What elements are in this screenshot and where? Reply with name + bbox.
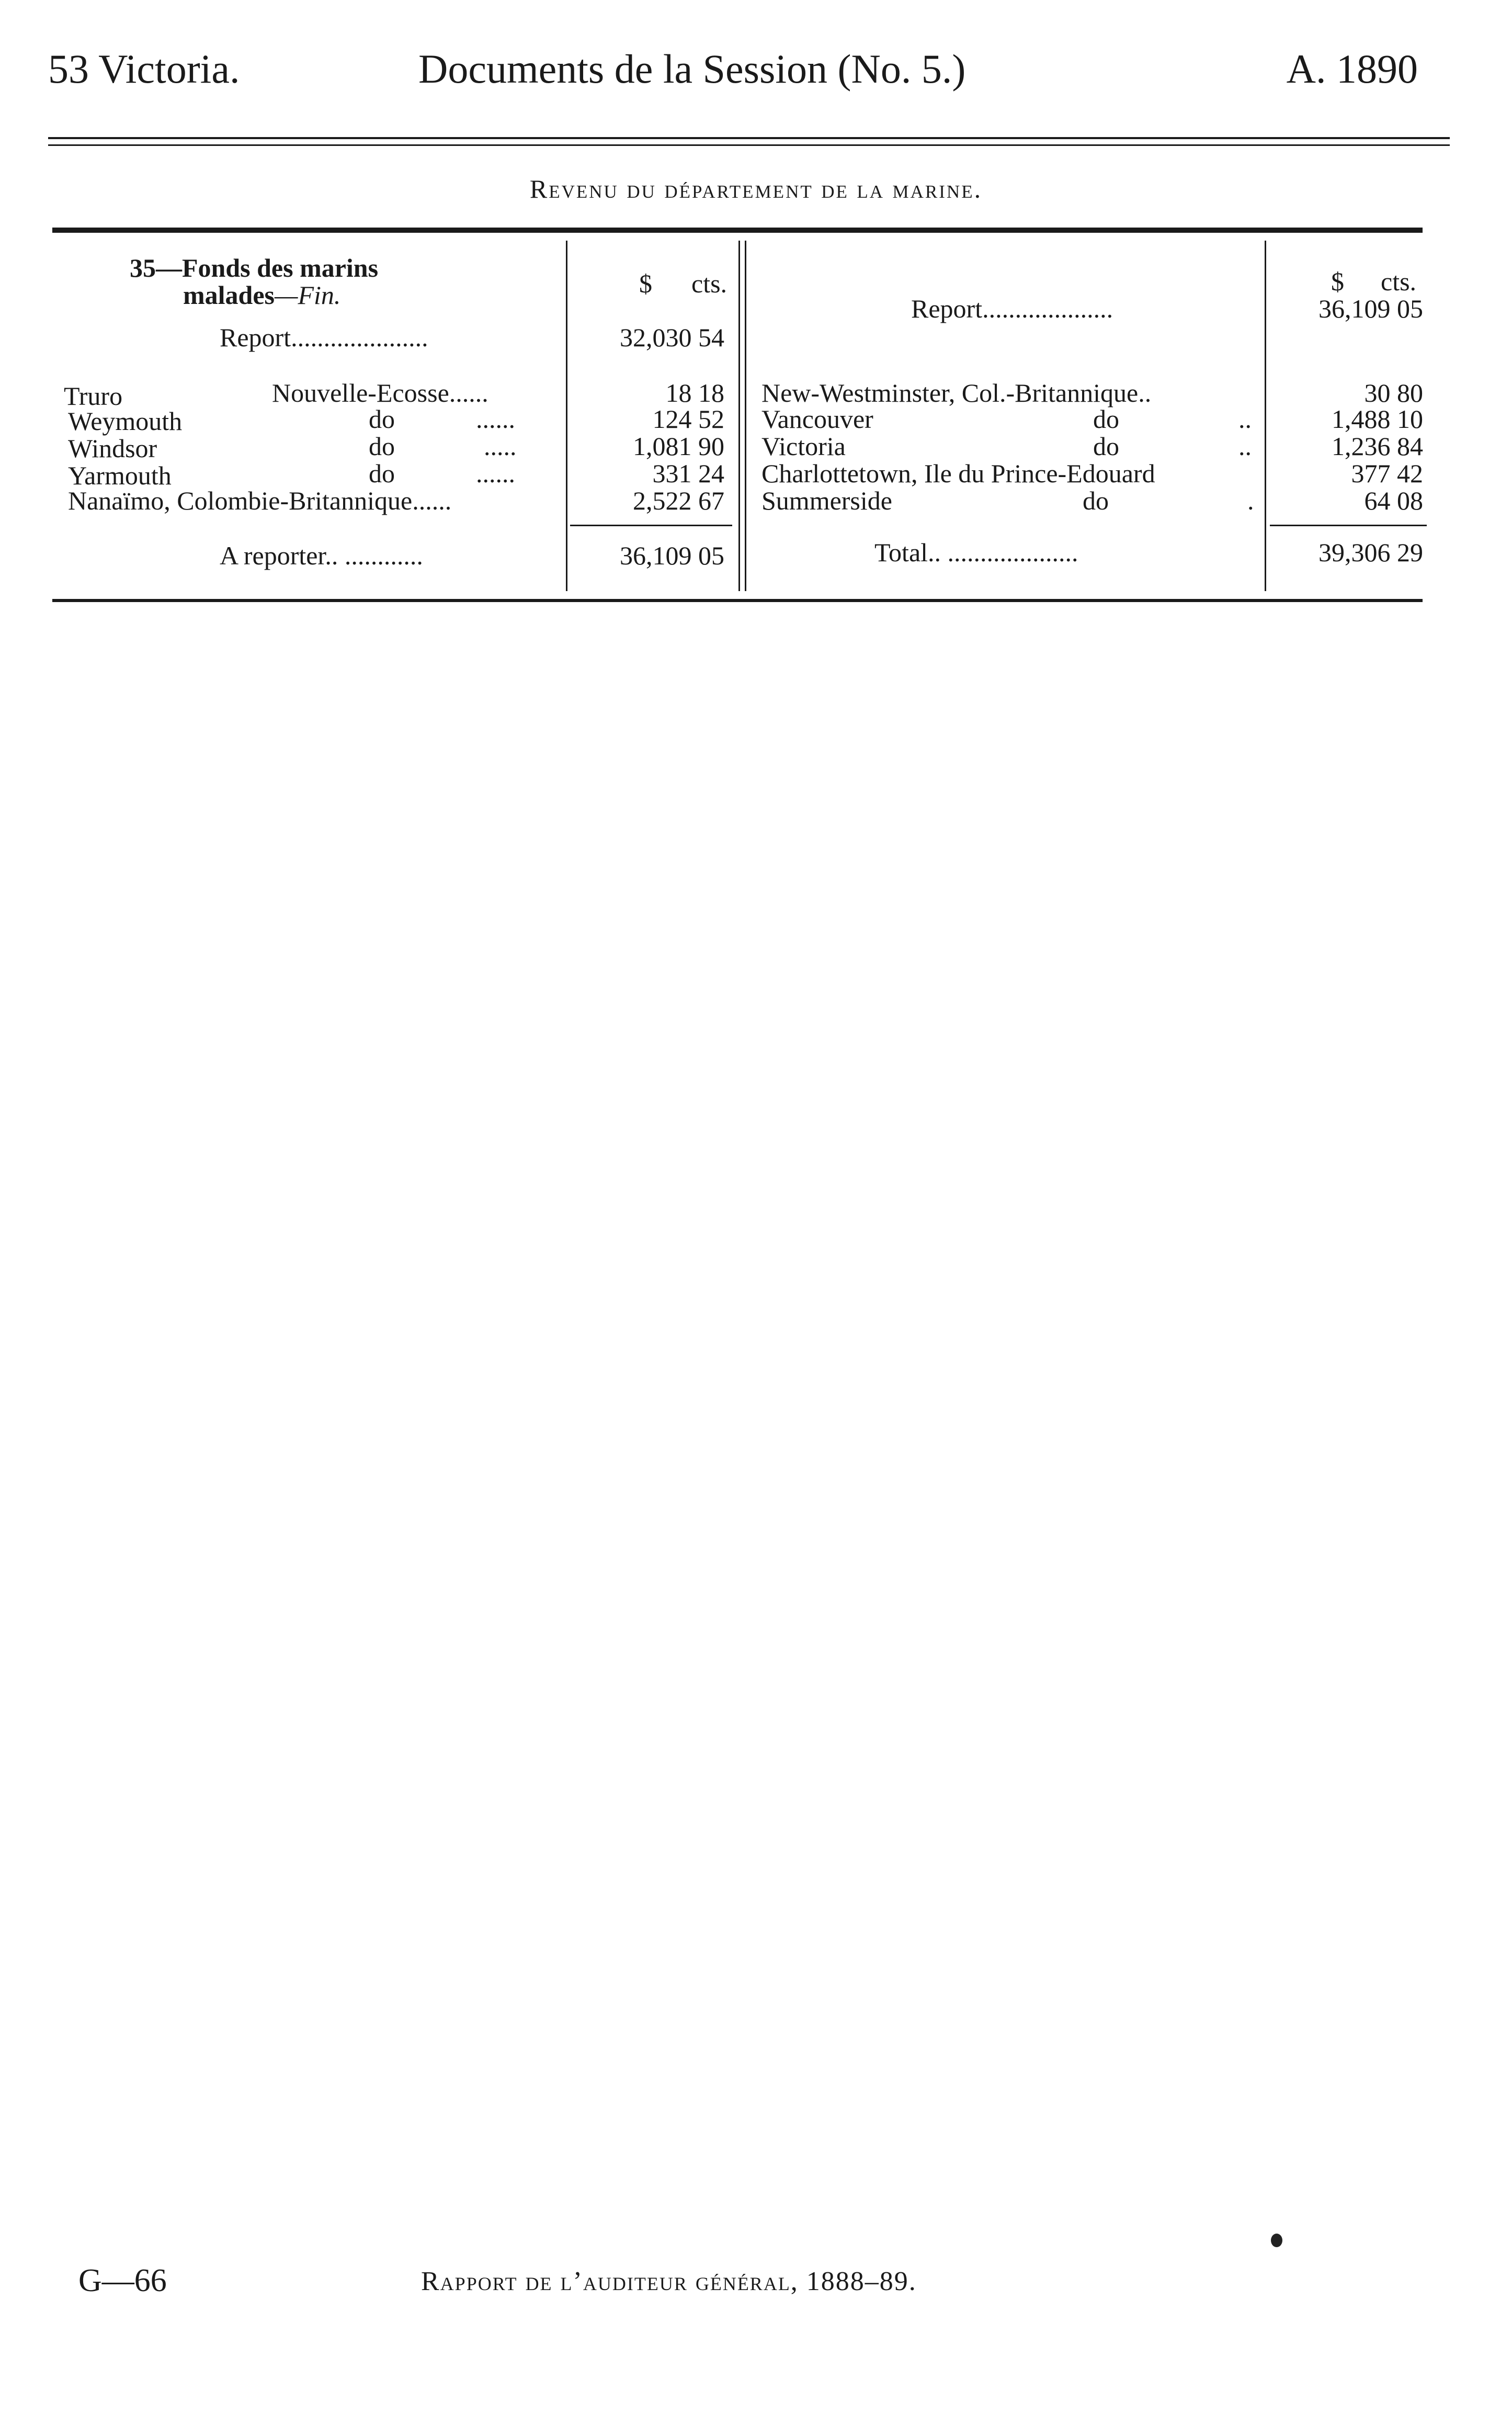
- row-dots: ......: [449, 378, 488, 407]
- row-province: do: [369, 459, 395, 488]
- left-currency-cents: cts.: [691, 269, 727, 298]
- carry-forward-dots: ............: [344, 541, 423, 570]
- row-place: Summerside: [761, 486, 892, 515]
- total-line: [874, 537, 1078, 568]
- right-currency-cents: cts.: [1381, 267, 1417, 296]
- report-title-footer: Rapport de l’auditeur général, 1888–89.: [421, 2267, 917, 2296]
- row-dots: ......: [476, 404, 515, 434]
- ink-spot: [1271, 2234, 1282, 2247]
- row-province: do: [369, 432, 395, 461]
- left-report-label: Report: [220, 323, 291, 352]
- row-dots: ..: [1238, 404, 1252, 434]
- center-divider-2: [745, 241, 746, 591]
- row-dots: ..: [1138, 378, 1152, 407]
- left-report-amount: 32,030 54: [620, 323, 724, 352]
- header-year: A. 1890: [1286, 46, 1418, 92]
- row-place: Victoria: [761, 432, 846, 461]
- row-dots: .....: [484, 432, 517, 461]
- row-amount: 30 80: [1364, 378, 1423, 407]
- carry-forward-label: A reporter..: [220, 541, 338, 570]
- row-province-text: Nouvelle-Ecosse: [272, 378, 449, 407]
- right-report-amount: 36,109 05: [1318, 294, 1423, 323]
- total-dots: ....................: [947, 538, 1078, 567]
- row-province: do: [369, 404, 395, 434]
- row-province: do: [1093, 432, 1119, 461]
- row-amount: 331 24: [652, 459, 724, 488]
- row-place: [68, 485, 451, 516]
- row-dots: ......: [476, 459, 515, 488]
- row-province: do: [1093, 404, 1119, 434]
- row-place: Truro: [64, 381, 123, 411]
- row-place-text: New-Westminster, Col.-Britannique: [761, 378, 1139, 407]
- left-subtotal-rule: [570, 525, 732, 526]
- right-subtotal-rule: [1270, 525, 1427, 526]
- total-amount: 39,306 29: [1318, 538, 1423, 567]
- right-report-label: Report.: [911, 294, 989, 323]
- center-divider-1: [738, 241, 740, 591]
- header-session-year: 53 Victoria.: [48, 46, 240, 92]
- row-province: do: [1083, 486, 1109, 515]
- right-report-line: [911, 293, 1113, 324]
- left-currency-dollar: $: [639, 269, 652, 298]
- row-dots: ..: [1238, 432, 1252, 461]
- total-label: Total..: [874, 538, 941, 567]
- fund-heading-bold-part: malades: [183, 280, 275, 310]
- header-rule-top: [48, 137, 1450, 139]
- right-report-dots: ...................: [988, 294, 1113, 323]
- section-title: Revenu du département de la marine.: [529, 174, 983, 203]
- row-dots: .: [1247, 486, 1254, 515]
- row-place: Windsor: [68, 434, 157, 463]
- row-place: Yarmouth: [68, 461, 172, 490]
- row-dots: ......: [412, 486, 452, 515]
- row-amount: 124 52: [652, 404, 724, 434]
- page-number: G—66: [78, 2263, 167, 2298]
- fund-heading-italic-part: —Fin.: [275, 280, 341, 310]
- row-amount: 1,081 90: [633, 432, 724, 461]
- row-amount: 18 18: [665, 378, 724, 407]
- left-report-line: [220, 322, 428, 353]
- header-document-title: Documents de la Session (No. 5.): [418, 46, 966, 92]
- carry-forward-amount: 36,109 05: [620, 541, 724, 570]
- row-amount: 64 08: [1364, 486, 1423, 515]
- table-top-rule: [52, 228, 1423, 233]
- left-carry-forward-line: [220, 540, 423, 571]
- right-currency-dollar: $: [1331, 267, 1344, 296]
- left-report-dots: .....................: [291, 323, 428, 352]
- row-place: Vancouver: [761, 404, 873, 434]
- row-place-text: Nanaïmo, Colombie-Britannique: [68, 486, 413, 515]
- right-amount-column-divider: [1265, 241, 1266, 591]
- header-rule-bottom: [48, 144, 1450, 146]
- fund-heading: 35—Fonds des marins: [130, 253, 379, 282]
- left-amount-column-divider: [566, 241, 567, 591]
- row-place: Charlottetown, Ile du Prince-Edouard: [761, 459, 1155, 488]
- table-bottom-rule: [52, 599, 1423, 602]
- fund-heading-continuation: [183, 279, 340, 311]
- row-amount: 2,522 67: [633, 486, 724, 515]
- row-place: Weymouth: [68, 406, 183, 436]
- row-amount: 1,236 84: [1332, 432, 1423, 461]
- row-amount: 1,488 10: [1332, 404, 1423, 434]
- row-amount: 377 42: [1351, 459, 1423, 488]
